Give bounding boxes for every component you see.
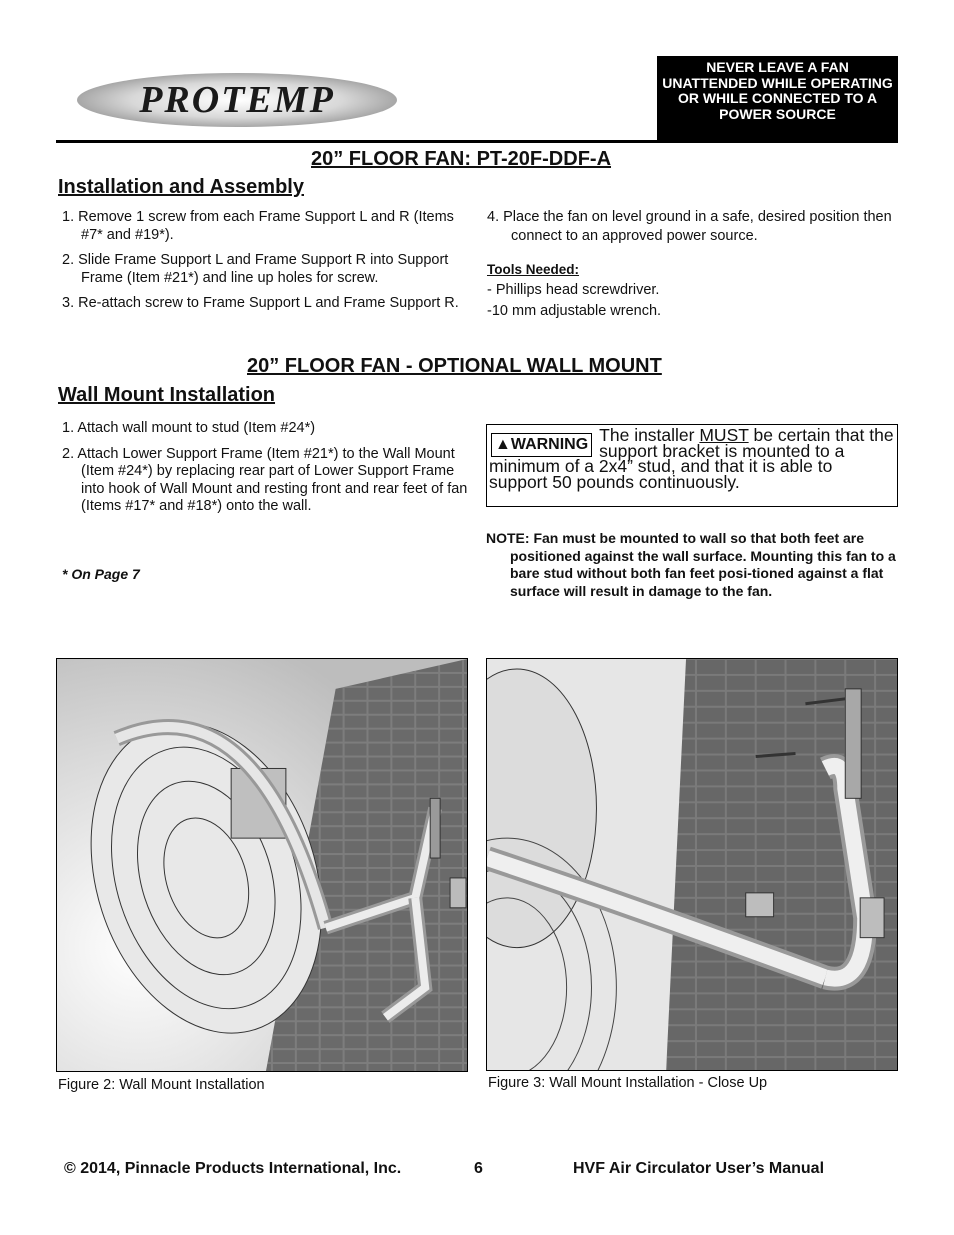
warning-label: WARNING [510,436,589,453]
step-4: 4. Place the fan on level ground in a safe, desired position then connect to an approved power source. [487,209,892,244]
figure-3-caption: Figure 3: Wall Mount Installation - Close Up [488,1075,768,1091]
safety-notice: NEVER LEAVE A FAN UNATTENDED WHILE OPERATING OR WHILE CONNECTED TO A POWER SOURCE [657,56,898,142]
header-divider [56,140,898,143]
warning-badge [491,433,592,457]
page-reference-note: * On Page 7 [62,566,140,582]
list-item: 2. Slide Frame Support L and Frame Support R into Support Frame (Item #21*) and line up holes for screw. [62,252,449,286]
footer-manual-title: HVF Air Circulator User’s Manual [573,1160,825,1177]
figure-3-close-up-image [486,658,898,1071]
wall-mount-close-up-illustration [487,659,897,1070]
page-title: 20” FLOOR FAN: PT-20F-DDF-A [311,148,612,170]
installation-heading: Installation and Assembly [58,176,304,198]
figure-2-wall-mount-image [56,658,468,1072]
page-number: 6 [474,1160,483,1177]
list-item: 1. Remove 1 screw from each Frame Support L and R (Items #7* and #19*). [62,209,454,243]
list-item: 2. Attach Lower Support Frame (Item #21*) to the Wall Mount (Item #24*) by replacing rear part of Lower Support Frame into hook of Wall Mount and resting front and rear feet of fan (Items #17* and #18*) onto the wall. [62,445,468,514]
tool-item: -10 mm adjustable wrench. [487,303,662,319]
mounting-note [486,530,898,600]
warning-text-rest: be certain that the support bracket is mounted to a minimum of a 2x4” stud, and that it is able to support 50 pounds continuously. [489,425,894,492]
installation-steps [62,209,472,321]
wall-mount-title: 20” FLOOR FAN - OPTIONAL WALL MOUNT [247,355,662,377]
tool-item: - Phillips head screwdriver. [487,282,660,298]
tools-heading: Tools Needed: [487,262,580,277]
footer-copyright: © 2014, Pinnacle Products International, Inc. [64,1160,402,1177]
figure-2-caption: Figure 2: Wall Mount Installation [58,1077,265,1093]
fan-wall-mount-illustration [57,659,467,1071]
list-item: 3. Re-attach screw to Frame Support L and Frame Support R. [62,295,459,311]
warning-text: The installer [599,425,700,445]
svg-text:PROTEMP: PROTEMP [139,79,335,121]
protemp-logo [72,66,402,130]
protemp-logo-graphic [72,66,402,130]
wall-mount-steps [62,420,472,524]
warning-triangle-icon: ▲ [495,436,511,453]
warning-emphasis: MUST [699,425,749,445]
warning-box [486,424,898,507]
mounting-note-text: NOTE: Fan must be mounted to wall so that both feet are positioned against the wall surface. Mounting this fan to a bare stud without both fan feet posi-tioned against a flat surface will result in damage to the fan. [486,530,896,599]
installation-right-column [487,208,899,321]
wall-mount-heading: Wall Mount Installation [58,384,276,406]
list-item: 1. Attach wall mount to stud (Item #24*) [62,420,316,436]
